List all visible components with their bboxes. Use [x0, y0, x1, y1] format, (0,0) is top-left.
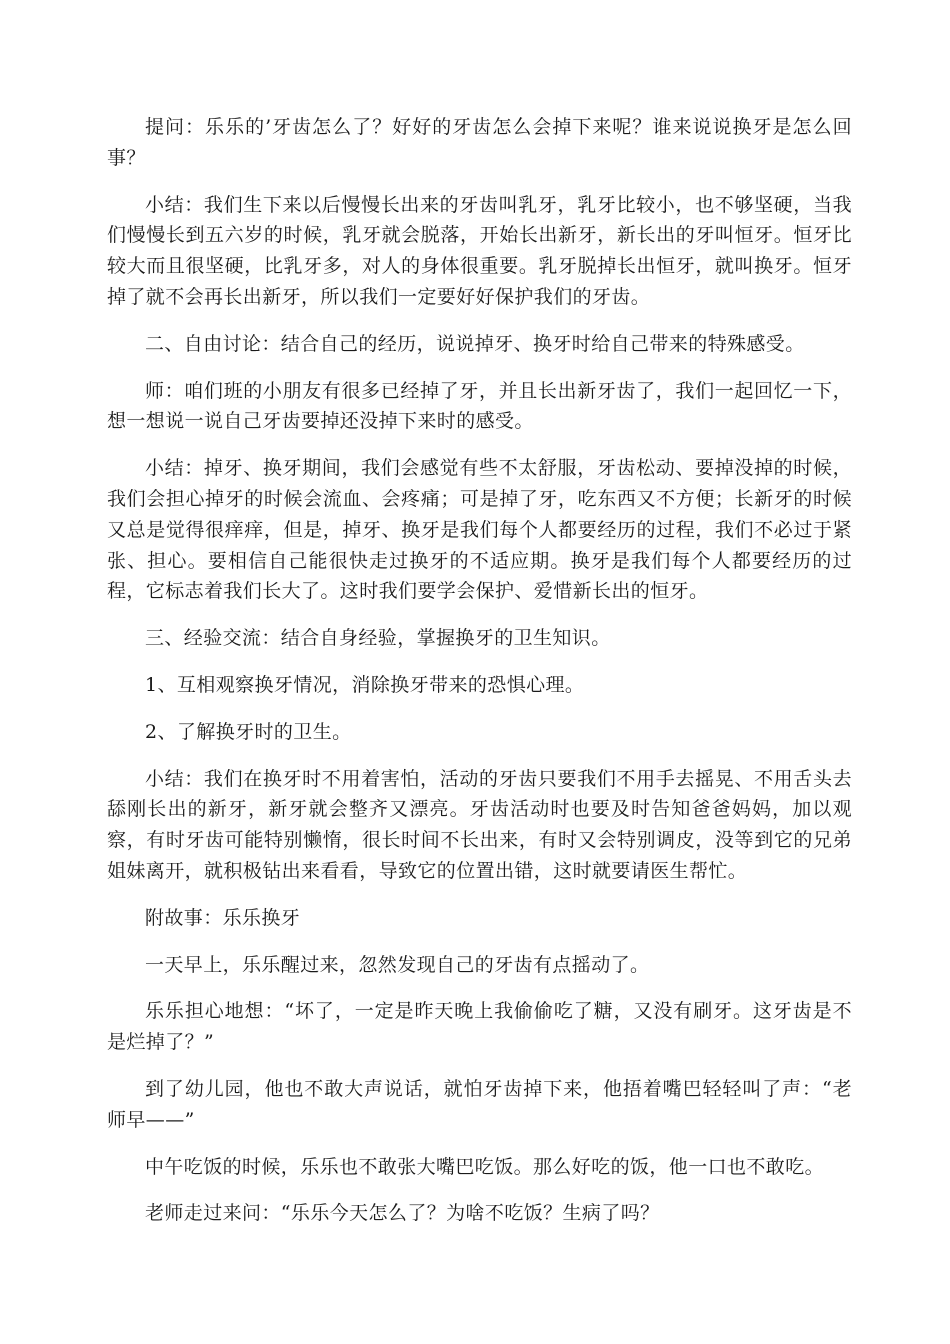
list-item-hygiene: 2、了解换牙时的卫生。	[145, 720, 352, 743]
section-heading-experience-exchange: 三、经验交流：结合自身经验，掌握换牙的卫生知识。	[145, 627, 611, 650]
story-paragraph: 乐乐担心地想：“坏了，一定是昨天晚上我偷偷吃了糖，又没有刷牙。这牙齿是不是烂掉了？”	[107, 1000, 852, 1054]
list-item-observe: 1、互相观察换牙情况，消除换牙带来的恐惧心理。	[145, 673, 585, 696]
story-paragraph: 老师走过来问：“乐乐今天怎么了？为啥不吃饭？生病了吗？	[145, 1202, 660, 1225]
story-paragraph: 一天早上，乐乐醒过来，忽然发现自己的牙齿有点摇动了。	[145, 953, 650, 976]
paragraph-teacher-prompt: 师：咱们班的小朋友有很多已经掉了牙，并且长出新牙齿了，我们一起回忆一下，想一想说一说自己牙齿要掉还没掉下来时的感受。	[107, 379, 852, 433]
story-title: 附故事：乐乐换牙	[145, 906, 301, 929]
document-body	[107, 112, 852, 1245]
story-paragraph: 到了幼儿园，他也不敢大声说话，就怕牙齿掉下来，他捂着嘴巴轻轻叫了声：“老师早——”	[107, 1077, 852, 1131]
paragraph-summary-feelings: 小结：掉牙、换牙期间，我们会感觉有些不太舒服，牙齿松动、要掉没掉的时候，我们会担心掉牙的时候会流血、会疼痛；可是掉了牙，吃东西又不方便；长新牙的时候又总是觉得很痒痒，但是，掉牙、换牙是我们每个人都要经历的过程，我们不必过于紧张、担心。要相信自己能很快走过换牙的不适应期。换牙是我们每个人都要经历的过程，它标志着我们长大了。这时我们要学会保护、爱惜新长出的恒牙。	[107, 457, 852, 603]
paragraph-question: 提问：乐乐的’牙齿怎么了？好好的牙齿怎么会掉下来呢？谁来说说换牙是怎么回事？	[107, 116, 852, 169]
story-paragraph: 中午吃饭的时候，乐乐也不敢张大嘴巴吃饭。那么好吃的饭，他一口也不敢吃。	[145, 1155, 825, 1178]
paragraph-summary-hygiene: 小结：我们在换牙时不用着害怕，活动的牙齿只要我们不用手去摇晃、不用舌头去舔刚长出的新牙，新牙就会整齐又漂亮。牙齿活动时也要及时告知爸爸妈妈，加以观察，有时牙齿可能特别懒惰，很长时间不长出来，有时又会特别调皮，没等到它的兄弟姐妹离开，就积极钻出来看看，导致它的位置出错，这时就要请医生帮忙。	[107, 767, 852, 882]
paragraph-summary-baby-teeth: 小结：我们生下来以后慢慢长出来的牙齿叫乳牙，乳牙比较小，也不够坚硬，当我们慢慢长到五六岁的时候，乳牙就会脱落，开始长出新牙，新长出的牙叫恒牙。恒牙比较大而且很坚硬，比乳牙多，对人的身体很重要。乳牙脱掉长出恒牙，就叫换牙。恒牙掉了就不会再长出新牙，所以我们一定要好好保护我们的牙齿。	[107, 193, 852, 308]
section-heading-free-discussion: 二、自由讨论：结合自己的经历，说说掉牙、换牙时给自己带来的特殊感受。	[145, 332, 805, 355]
